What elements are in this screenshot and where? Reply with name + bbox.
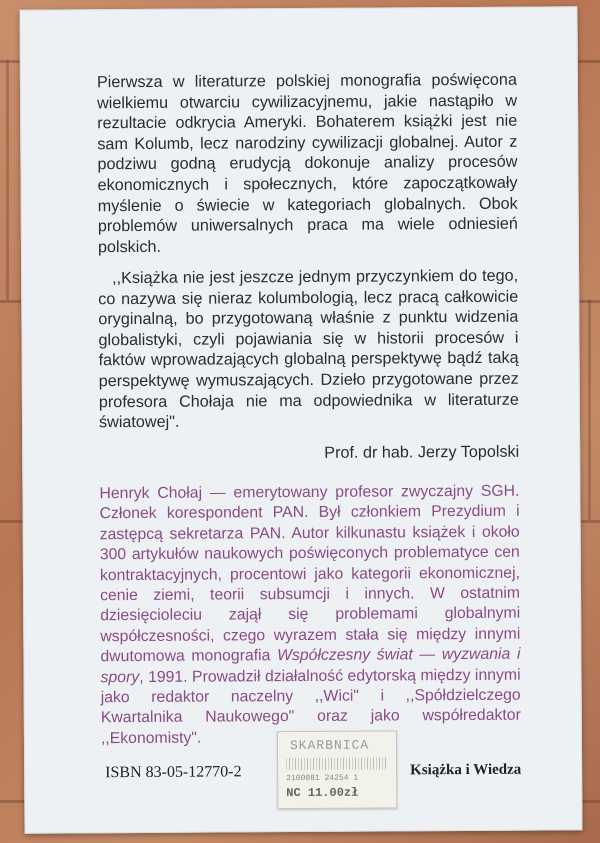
quote-author: Prof. dr hab. Jerzy Topolski	[324, 442, 520, 462]
price-sticker	[277, 730, 397, 809]
brick-mortar	[6, 60, 9, 300]
isbn-number: ISBN 83-05-12770-2	[105, 763, 242, 782]
sticker-code: 2100081 24254 1	[286, 773, 359, 784]
author-bio-text-end: , 1991. Prowadził działalność edytorską między innymi jako redaktor naczelny ,,Wici" i ,,Spółdzielczego Kwartalnika Naukowego" oraz jako współredaktor ,,Ekonomisty".	[100, 666, 521, 748]
description-paragraph-1: Pierwsza w literaturze polskiej monografia poświęcona wielkiemu otwarciu cywilizacyjnemu, jakie nastąpiło w rezultacie odkrycia Ameryki. Bohaterem książki jest nie sam Kolumb, lecz narodziny cywilizacji globalnej. Autor z podziwu godną erudycją dokonuje analizy procesów ekonomicznych i społecznych, które zapoczątkowały myślenie o świecie w kategoriach globalnych. Obok problemów uniwersalnych praca ma wiele odniesień polskich.	[96, 70, 518, 256]
author-bio-book-title: Współczesny świat — wyzwania i spory	[100, 645, 521, 686]
book-back-cover	[19, 6, 582, 833]
barcode	[286, 757, 386, 770]
sticker-brand: SKARBNICA	[289, 737, 370, 754]
description-paragraph-2: ,,Książka nie jest jeszcze jednym przyczynkiem do tego, co nazywa się nieraz kolumbologią, lecz pracą całkowicie oryginalną, bo przygotowaną właśnie z punktu widzenia globalistyki, czyli pojawiania się w historii procesów i faktów wprowadzających globalną perspektywę bądź taką perspektywę wymuszających. Dzieło przygotowane przez profesora Chołaja nie ma odpowiednika w literaturze światowej".	[98, 266, 519, 432]
publisher-name: Książka i Wiedza	[410, 761, 522, 779]
author-bio	[99, 482, 521, 750]
sticker-price: NC 11.00zł	[286, 785, 359, 801]
author-bio-text: Henryk Chołaj — emerytowany profesor zwyczajny SGH. Członek korespondent PAN. Był członkiem Prezydium i zastępcą sekretarza PAN. Autor kilkunastu książek i około 300 artykułów naukowych poświęconych problematyce cen kontraktacyjnych, procentowi jako kategorii ekonomicznej, cenie ziemi, teorii subsumcji i innych. W ostatnim dziesięcioleciu zajął się problemami globalnymi współczesności, czego wyrazem stała się między innymi dwutomowa monografia	[99, 482, 521, 666]
brick-mortar	[588, 300, 591, 520]
